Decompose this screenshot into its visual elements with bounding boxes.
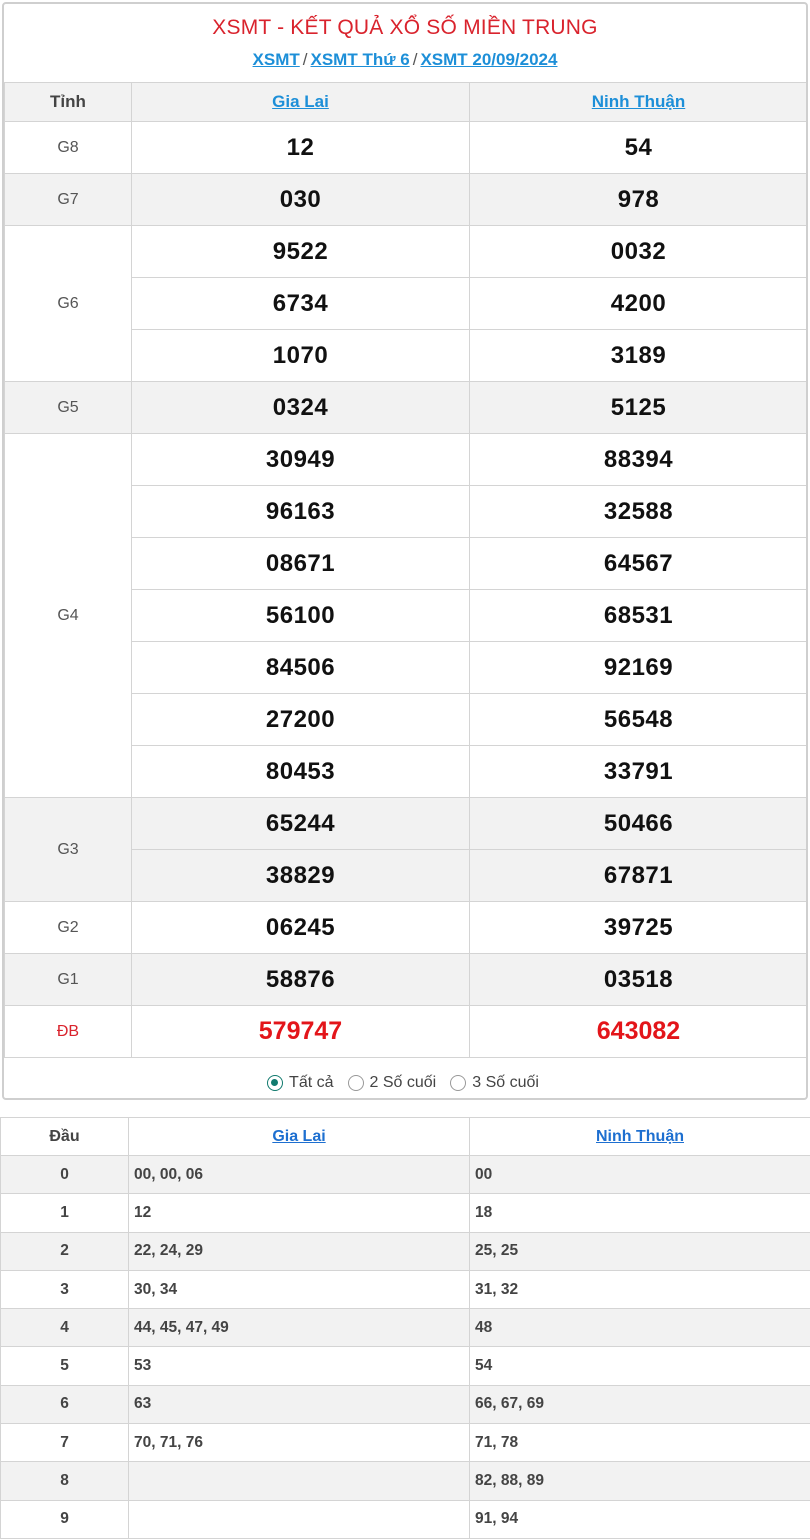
prize-number: 6734 [132,278,470,330]
dau-row [1,1385,810,1423]
dau-head-digit: 9 [1,1500,129,1538]
col-province-1 [132,83,470,122]
filter-option[interactable] [267,1074,333,1092]
prize-number: 96163 [132,486,470,538]
prize-number: 38829 [132,850,470,902]
radio-icon[interactable] [348,1075,364,1091]
results-header [4,4,806,82]
breadcrumb [4,50,806,70]
dau-values: 82, 88, 89 [470,1462,810,1500]
prize-row [5,174,808,226]
prize-row [5,902,808,954]
dau-head-digit: 7 [1,1424,129,1462]
dau-values: 18 [470,1194,810,1232]
dau-values: 91, 94 [470,1500,810,1538]
dau-head-digit: 2 [1,1232,129,1270]
dau-values: 71, 78 [470,1424,810,1462]
dau-values [129,1462,470,1500]
dau-row [1,1347,810,1385]
prize-label: G7 [5,174,132,226]
filter-option[interactable] [348,1074,437,1092]
dau-row [1,1462,810,1500]
prize-number: 54 [470,122,808,174]
prize-row [5,954,808,1006]
dau-province-link-ninh-thuan[interactable]: Ninh Thuận [596,1127,684,1145]
dau-row [1,1194,810,1232]
prize-label: G2 [5,902,132,954]
prize-number: 80453 [132,746,470,798]
prize-number: 33791 [470,746,808,798]
dau-values: 66, 67, 69 [470,1385,810,1423]
prize-number: 68531 [470,590,808,642]
prize-number: 0032 [470,226,808,278]
prize-number: 12 [132,122,470,174]
prize-label: G8 [5,122,132,174]
dau-row [1,1500,810,1538]
breadcrumb-separator: / [302,50,308,69]
dau-values [129,1500,470,1538]
dau-row [1,1424,810,1462]
prize-label: G1 [5,954,132,1006]
dau-head-digit: 6 [1,1385,129,1423]
dau-head-digit: 0 [1,1156,129,1194]
dau-head-digit: 5 [1,1347,129,1385]
dau-values: 53 [129,1347,470,1385]
prize-number: 4200 [470,278,808,330]
dau-row [1,1309,810,1347]
dau-row [1,1232,810,1270]
prize-number: 0324 [132,382,470,434]
results-card [2,2,808,1100]
col-dau: Đầu [1,1118,129,1156]
dau-values: 63 [129,1385,470,1423]
prize-number: 9522 [132,226,470,278]
dau-values: 00 [470,1156,810,1194]
prize-number: 84506 [132,642,470,694]
prize-number: 88394 [470,434,808,486]
dau-head-digit: 4 [1,1309,129,1347]
dau-row [1,1270,810,1308]
dau-values: 25, 25 [470,1232,810,1270]
col-tinh: Tỉnh [5,83,132,122]
prize-number: 3189 [470,330,808,382]
prize-row [5,434,808,486]
prize-row [5,382,808,434]
digit-filter [4,1058,806,1100]
page-title: XSMT - KẾT QUẢ XỔ SỐ MIỀN TRUNG [212,16,598,39]
filter-option[interactable] [450,1074,539,1092]
dau-values: 22, 24, 29 [129,1232,470,1270]
dau-values: 70, 71, 76 [129,1424,470,1462]
prize-row [5,1006,808,1058]
radio-icon[interactable] [267,1075,283,1091]
filter-option-label: 2 Số cuối [369,1074,437,1091]
dau-values: 30, 34 [129,1270,470,1308]
prize-number: 56548 [470,694,808,746]
dau-values: 12 [129,1194,470,1232]
dau-values: 31, 32 [470,1270,810,1308]
breadcrumb-xsmt[interactable]: XSMT [252,50,300,69]
prize-label: G6 [5,226,132,382]
col-province-2 [470,83,808,122]
dau-head-digit: 3 [1,1270,129,1308]
prize-row [5,122,808,174]
province-link-gia-lai[interactable]: Gia Lai [272,92,329,111]
dau-head-digit: 1 [1,1194,129,1232]
prize-label: ĐB [5,1006,132,1058]
prize-number: 030 [132,174,470,226]
prize-row [5,798,808,850]
prize-number: 50466 [470,798,808,850]
prize-number: 27200 [132,694,470,746]
dau-head-digit: 8 [1,1462,129,1500]
dau-values: 48 [470,1309,810,1347]
prize-number: 30949 [132,434,470,486]
prize-number: 39725 [470,902,808,954]
dau-col-province-2 [470,1118,810,1156]
prize-number: 978 [470,174,808,226]
special-prize-number: 579747 [132,1006,470,1058]
prize-number: 1070 [132,330,470,382]
province-link-ninh-thuan[interactable]: Ninh Thuận [591,92,686,111]
prize-row [5,226,808,278]
prize-number: 32588 [470,486,808,538]
prize-number: 08671 [132,538,470,590]
results-header-row [5,83,808,122]
prize-number: 92169 [470,642,808,694]
prize-label: G3 [5,798,132,902]
dau-col-province-1 [129,1118,470,1156]
prize-number: 67871 [470,850,808,902]
prize-label: G5 [5,382,132,434]
breadcrumb-xsmt-date[interactable]: XSMT 20/09/2024 [420,50,558,69]
dau-province-link-gia-lai[interactable]: Gia Lai [272,1127,326,1145]
dau-row [1,1156,810,1194]
prize-number: 56100 [132,590,470,642]
dau-table [0,1117,810,1539]
radio-icon[interactable] [450,1075,466,1091]
dau-header-row [1,1118,810,1156]
dau-values: 00, 00, 06 [129,1156,470,1194]
dau-values: 54 [470,1347,810,1385]
prize-number: 06245 [132,902,470,954]
results-table [4,82,808,1058]
dau-values: 44, 45, 47, 49 [129,1309,470,1347]
breadcrumb-xsmt-thu6[interactable]: XSMT Thứ 6 [310,50,410,69]
prize-number: 5125 [470,382,808,434]
prize-number: 03518 [470,954,808,1006]
prize-number: 64567 [470,538,808,590]
prize-number: 65244 [132,798,470,850]
breadcrumb-separator: / [412,50,418,69]
special-prize-number: 643082 [470,1006,808,1058]
filter-option-label: Tất cả [289,1074,334,1091]
prize-number: 58876 [132,954,470,1006]
prize-label: G4 [5,434,132,798]
filter-option-label: 3 Số cuối [472,1074,539,1091]
